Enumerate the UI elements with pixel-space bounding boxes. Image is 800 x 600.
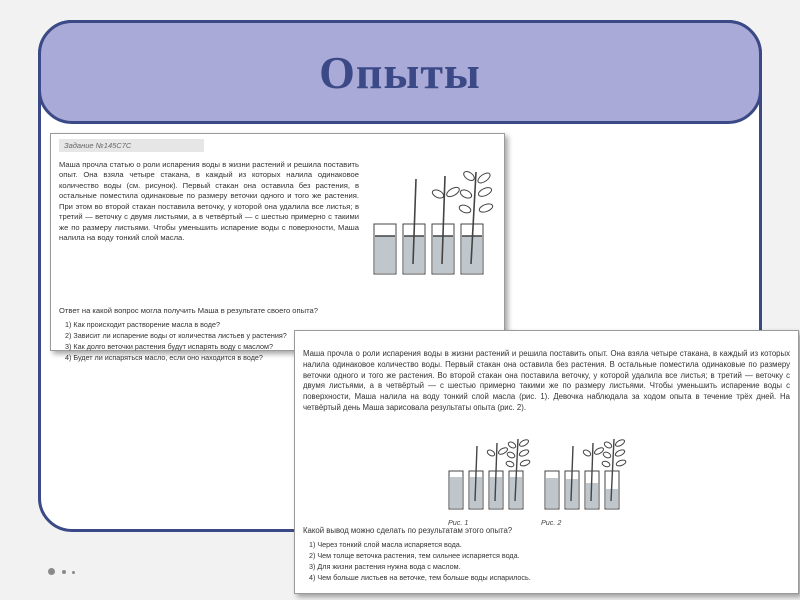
answer-option: 2) Зависит ли испарение воды от количества листьев у растения? [65,330,287,340]
figure-caption-2: Рис. 2 [541,518,562,527]
bullet-dot-small [72,571,75,574]
figure-caption-1: Рис. 1 [448,518,469,527]
answer-option: 4) Чем больше листьев на веточке, тем больше воды испарилось. [309,573,531,583]
answer-option: 2) Чем толще веточка растения, тем сильнее испаряется вода. [309,550,520,560]
task-scan-1 [50,133,505,363]
slide-title: Опыты [319,46,481,98]
title-band [38,20,762,124]
question-text: Ответ на какой вопрос могла получить Маша в результате своего опыта? [59,305,318,315]
bullet-dot-small [62,570,66,574]
task-text: Маша прочла статью о роли испарения воды в жизни растений и решила поставить опыт. Она взяла четыре стакана, в каждый из которых налила одинаковое количество воды (см. рисунок). Первый стакан она оставила без растения, в остальные поместила одинаковые по размеру веточки одного и того же растения. При этом во второй стакан поставила веточку, у которой она удалила все листья; в третий — веточку с двумя листьями, а в четвёртый — с шестью примерно с такими же по размеру листьями. Чтобы уменьшить испарение воды с поверхности, Маша налила на воду тонкий слой масла. [59,160,359,243]
task-number: Задание №145С7С [59,139,204,152]
answer-option: 1) Через тонкий слой масла испаряется вода. [309,539,462,549]
answer-option: 4) Будет ли испаряться масло, если оно находится в воде? [65,353,263,363]
answer-options [309,539,790,584]
glasses-figure [445,431,665,531]
question-text: Какой вывод можно сделать по результатам этого опыта? [303,525,513,535]
answer-option: 1) Как происходит растворение масла в воде? [65,319,220,329]
glasses-figure [366,164,506,284]
task-scan-2 [294,330,799,594]
answer-option: 3) Как долго веточки растения будут испарять воду с маслом? [65,341,273,351]
task-text: Маша прочла о роли испарения воды в жизни растений и решила поставить опыт. Она взяла четыре стакана, в каждый из которых налила одинаковое количество воды. Первый стакан она оставила без растения. В остальные поместила одинаковые по размеру веточки одного и того же растения. Во второй стакан она поставила веточку, у которой удалила все листья; в третий — веточку с двумя листьями, а в четвёртый — с шестью примерно такими же по размеру листьями. Чтобы уменьшить испарение воды с поверхности, Маша налила на воду тонкий слой масла (рис. 1). Девочка наблюдала за ходом опыта в течение трёх дней. На четвёртый день Маша зарисовала результаты опыта (рис. 2). [303,349,790,412]
bullet-dot-large [48,568,55,575]
answer-option: 3) Для жизни растения нужна вода с маслом. [309,561,461,571]
